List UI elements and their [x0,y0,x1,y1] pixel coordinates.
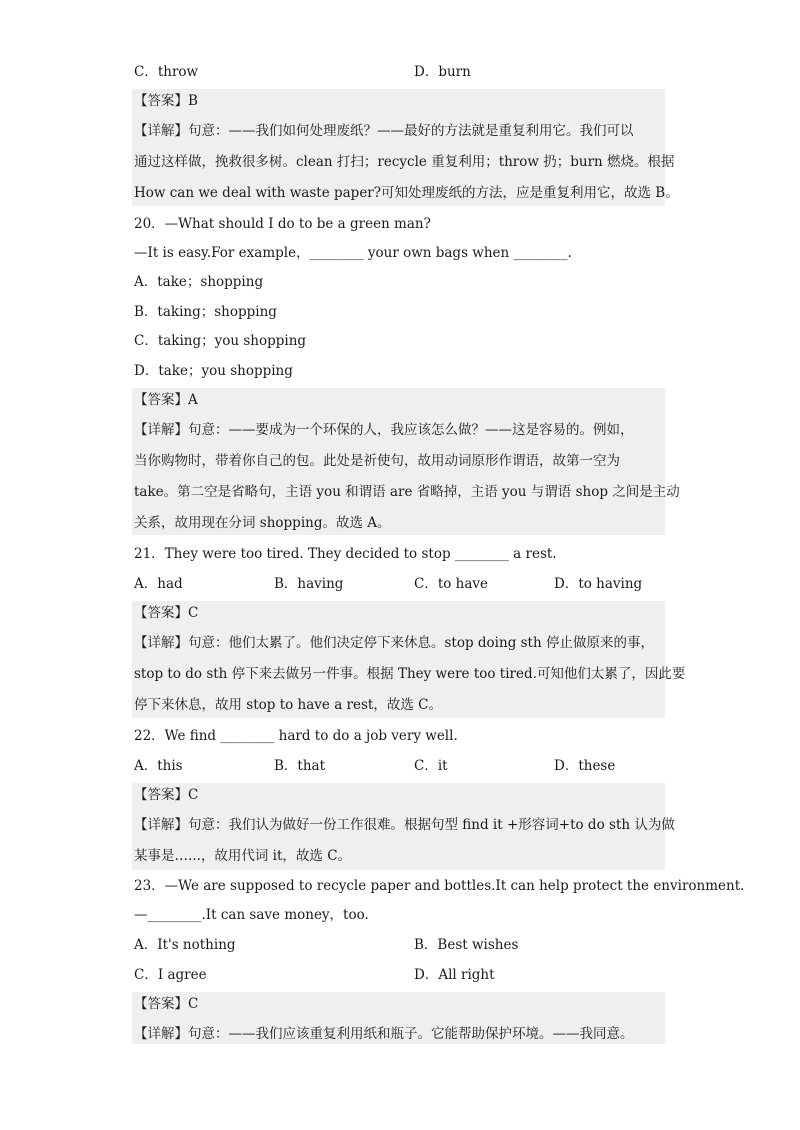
q22-option-d: D．these [554,758,616,774]
q21-stem: 21．They were too tired. They decided to stop ________ a rest. [134,546,557,562]
q19-option-c: C．throw [134,64,199,80]
q22-option-b: B．that [274,758,326,774]
q23-stem-line-2: —________.It can save money，too. [134,907,369,923]
q23-option-c: C．I agree [134,967,207,983]
q21-answer: 【答案】C [134,605,199,621]
q21-option-c: C．to have [414,576,489,592]
q20-option-b: B．taking；shopping [134,304,277,320]
q23-stem: 23．—We are supposed to recycle paper and bottles.It can help protect the environment. [134,878,745,894]
q20-option-c: C．taking；you shopping [134,333,307,349]
q21-explanation-line-3: 停下来休息，故用 stop to have a rest，故选 C。 [134,697,442,713]
q20-stem-line-2: —It is easy.For example，________ your own bags when ________. [134,245,572,261]
q21-option-a: A．had [134,576,183,592]
q21-explanation-line-1: 【详解】句意：他们太累了。他们决定停下来休息。stop doing sth 停止做原来的事， [134,635,654,651]
q22-option-c: C．it [414,758,448,774]
q20-option-d: D．take；you shopping [134,363,293,379]
q20-explanation-line-1: 【详解】句意：——要成为一个环保的人，我应该怎么做？——这是容易的。例如， [134,422,634,438]
q22-explanation-line-2: 某事是…...，故用代词 it，故选 C。 [134,848,352,864]
q21-option-d: D．to having [554,576,643,592]
q20-explanation-line-3: take。第二空是省略句，主语 you 和谓语 are 省略掉，主语 you 与谓语 shop 之间是主动 [134,484,680,500]
q20-answer: 【答案】A [134,392,198,408]
q23-option-b: B．Best wishes [414,937,519,953]
q21-explanation-line-2: stop to do sth 停下来去做另一件事。根据 They were too tired.可知他们太累了，因此要 [134,666,686,682]
q23-answer: 【答案】C [134,996,199,1012]
q21-option-b: B．having [274,576,344,592]
q23-explanation-line-1: 【详解】句意：——我们应该重复利用纸和瓶子。它能帮助保护环境。——我同意。 [134,1026,634,1042]
q19-explanation-line-1: 【详解】句意：——我们如何处理废纸？——最好的方法就是重复利用它。我们可以 [134,123,634,139]
q23-option-d: D．All right [414,967,495,983]
q20-stem: 20．—What should I do to be a green man? [134,216,431,232]
q22-option-a: A．this [134,758,183,774]
q22-stem: 22．We find ________ hard to do a job very well. [134,728,458,744]
q22-answer: 【答案】C [134,787,199,803]
q19-explanation-line-3: How can we deal with waste paper?可知处理废纸的方法，应是重复利用它，故选 B。 [134,185,679,201]
q23-option-a: A．It's nothing [134,937,236,953]
q19-answer: 【答案】B [134,93,198,109]
q20-explanation-line-4: 关系，故用现在分词 shopping。故选 A。 [134,515,391,531]
q22-explanation-line-1: 【详解】句意：我们认为做好一份工作很难。根据句型 find it +形容词+to do sth 认为做 [134,817,675,833]
q20-option-a: A．take；shopping [134,274,264,290]
q20-explanation-line-2: 当你购物时，带着你自己的包。此处是祈使句，故用动词原形作谓语，故第一空为 [134,453,620,469]
q19-explanation-line-2: 通过这样做，挽救很多树。clean 打扫；recycle 重复利用；throw 扔；burn 燃烧。根据 [134,154,675,170]
q19-option-d: D．burn [414,64,471,80]
